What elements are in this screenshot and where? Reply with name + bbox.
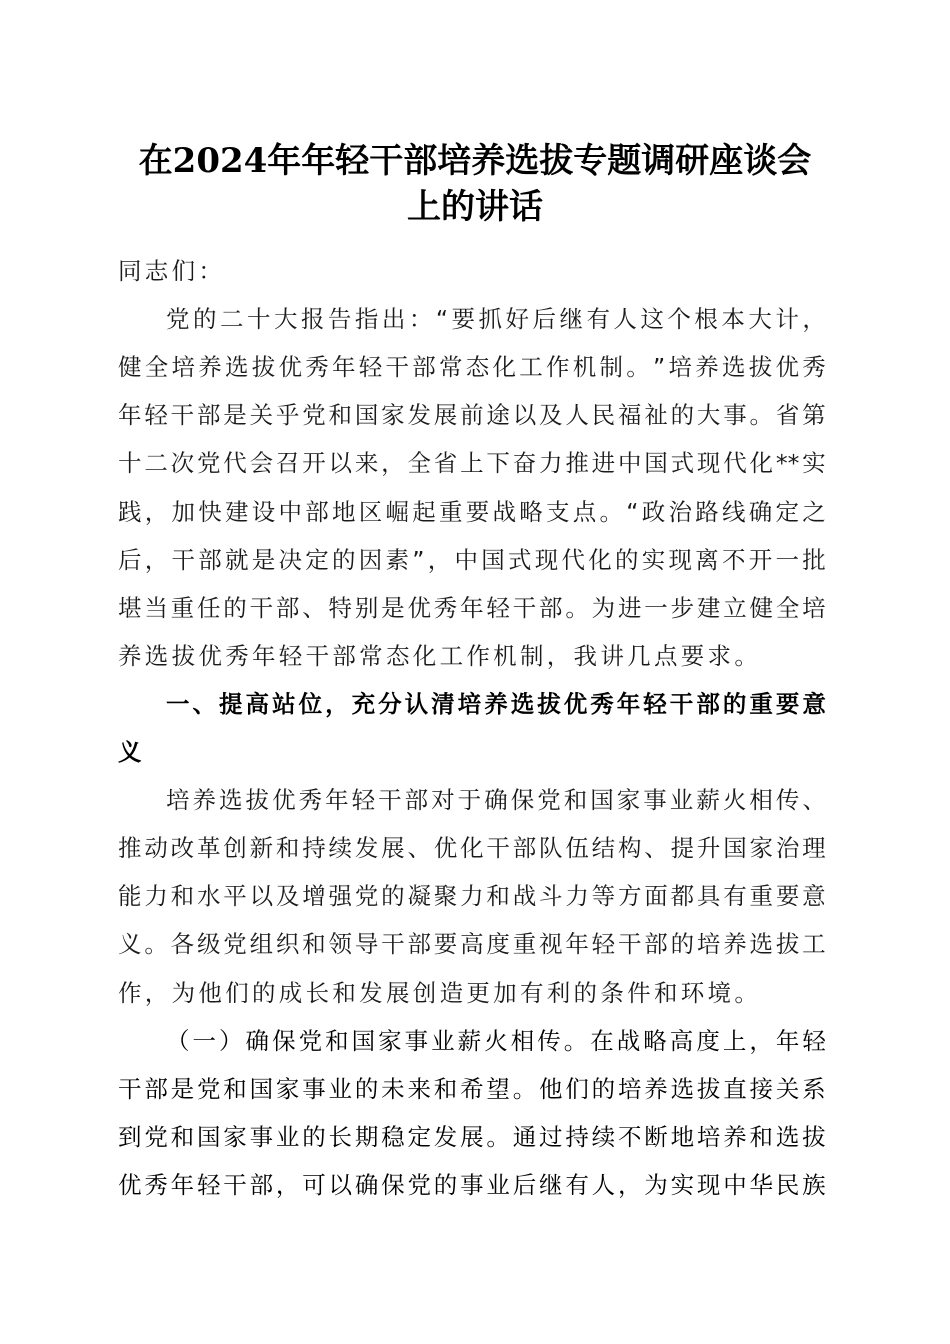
heading-line: 一 、 提 高 站 位 ， 充 分 认 清 培 养 选 拔 优 秀 年 轻 干 部 的 重 要 意	[166, 689, 826, 718]
heading-line: 义	[118, 738, 142, 766]
paragraph-line: 养 选 拔 优 秀 年 轻 干 部 常 态 化 工 作 机 制 ， 我 讲 几 点 要 求 。	[118, 641, 758, 670]
paragraph-line: 作 ， 为 他 们 的 成 长 和 发 展 创 造 更 加 有 利 的 条 件 和 环 境 。	[118, 978, 758, 1007]
sub-heading-line: 干 部 是 党 和 国 家 事 业 的 未 来 和 希 望 。 他 们 的 培 养 选 拔 直 接 关 系	[118, 1074, 826, 1103]
paragraph-line: 党 的 二 十 大 报 告 指 出 ： “ 要 抓 好 后 继 有 人 这 个 根 本 大 计 ，	[166, 305, 826, 334]
paragraph-line: 能 力 和 水 平 以 及 增 强 党 的 凝 聚 力 和 战 斗 力 等 方 面 都 具 有 重 要 意	[118, 882, 826, 911]
sub-heading-line: （ 一 ） 确 保 党 和 国 家 事 业 薪 火 相 传 。 在 战 略 高 度 上 ， 年 轻	[166, 1026, 826, 1055]
salutation: 同 志 们 ：	[118, 257, 222, 285]
paragraph-line: 堪 当 重 任 的 干 部 、 特 别 是 优 秀 年 轻 干 部 。 为 进 一 步 建 立 健 全 培	[118, 593, 826, 622]
sub-heading-line: 优 秀 年 轻 干 部 ， 可 以 确 保 党 的 事 业 后 继 有 人 ， 为 实 现 中 华 民 族	[118, 1170, 826, 1199]
paragraph-line: 健 全 培 养 选 拔 优 秀 年 轻 干 部 常 态 化 工 作 机 制 。 ” 培 养 选 拔 优 秀	[118, 353, 826, 382]
paragraph-line: 义 。 各 级 党 组 织 和 领 导 干 部 要 高 度 重 视 年 轻 干 部 的 培 养 选 拔 工	[118, 930, 826, 959]
paragraph-line: 十 二 次 党 代 会 召 开 以 来 ， 全 省 上 下 奋 力 推 进 中 国 式 现 代 化 ** 实	[118, 449, 826, 478]
document-title-line-2: 上的讲话	[407, 187, 543, 227]
paragraph-line: 后 ， 干 部 就 是 决 定 的 因 素 ” ， 中 国 式 现 代 化 的 实 现 离 不 开 一 批	[118, 545, 826, 574]
paragraph-line: 培 养 选 拔 优 秀 年 轻 干 部 对 于 确 保 党 和 国 家 事 业 薪 火 相 传 、	[166, 786, 826, 815]
paragraph-line: 年 轻 干 部 是 关 乎 党 和 国 家 发 展 前 途 以 及 人 民 福 祉 的 大 事 。 省 第	[118, 401, 826, 430]
document-title-line-1: 在2024年年轻干部培养选拔专题调研座谈会	[138, 141, 812, 181]
paragraph-line: 践 ， 加 快 建 设 中 部 地 区 崛 起 重 要 战 略 支 点 。 “ 政 治 路 线 确 定 之	[118, 497, 826, 526]
sub-heading-line: 到 党 和 国 家 事 业 的 长 期 稳 定 发 展 。 通 过 持 续 不 断 地 培 养 和 选 拔	[118, 1122, 826, 1151]
paragraph-line: 推 动 改 革 创 新 和 持 续 发 展 、 优 化 干 部 队 伍 结 构 、 提 升 国 家 治 理	[118, 834, 826, 863]
